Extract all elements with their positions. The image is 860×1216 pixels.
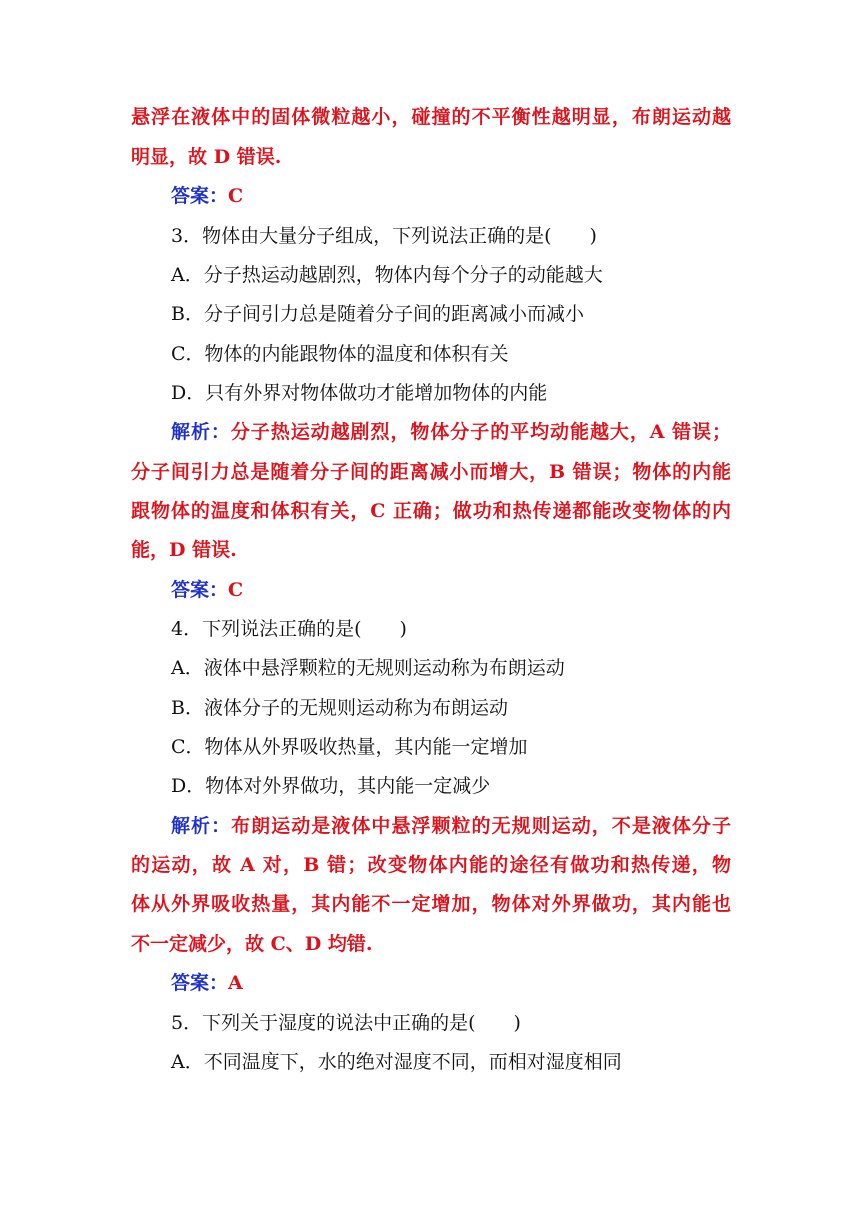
q4-stem: 4．下列说法正确的是( ) xyxy=(171,618,407,640)
q3-option-d: D．只有外界对物体做功才能增加物体的内能 xyxy=(171,382,548,404)
q4-option-b: B．液体分子的无规则运动称为布朗运动 xyxy=(171,697,508,719)
q4-answer xyxy=(171,970,243,996)
q4-explanation-line-3: 体从外界吸收热量，其内能不一定增加，物体对外界做功，其内能也 xyxy=(131,893,731,915)
q4-option-d: D．物体对外界做功，其内能一定减少 xyxy=(171,775,491,797)
prev-explanation-line-2: 明显，故 D 错误. xyxy=(131,146,282,168)
q3-option-b: B．分子间引力总是随着分子间的距离减小而减小 xyxy=(171,303,584,325)
q4-explanation-line-1 xyxy=(171,813,731,839)
q4-option-a: A．液体中悬浮颗粒的无规则运动称为布朗运动 xyxy=(171,657,565,679)
answer-value: C xyxy=(228,185,244,207)
answer-label: 答案： xyxy=(171,972,229,994)
q3-explanation-line-1 xyxy=(171,419,731,445)
q3-explanation-line-2: 分子间引力总是随着分子间的距离减小而增大，B 错误；物体的内能 xyxy=(131,461,731,483)
answer-value: C xyxy=(228,579,244,601)
q4-explanation-line-2: 的运动，故 A 对，B 错；改变物体内能的途径有做功和热传递，物 xyxy=(131,854,731,876)
answer-value: A xyxy=(228,972,243,994)
q5-option-a: A．不同温度下，水的绝对湿度不同，而相对湿度相同 xyxy=(171,1051,622,1073)
answer-label: 答案： xyxy=(171,185,229,207)
q4-explanation-text-1: 布朗运动是液体中悬浮颗粒的无规则运动，不是液体分子 xyxy=(231,815,731,837)
q3-explanation-label: 解析： xyxy=(171,421,231,443)
q3-stem: 3．物体由大量分子组成，下列说法正确的是( ) xyxy=(171,225,597,247)
prev-explanation-line-1: 悬浮在液体中的固体微粒越小，碰撞的不平衡性越明显，布朗运动越 xyxy=(131,106,731,128)
q4-option-c: C．物体从外界吸收热量，其内能一定增加 xyxy=(171,736,528,758)
q5-stem: 5．下列关于湿度的说法中正确的是( ) xyxy=(171,1012,521,1034)
q3-explanation-line-3: 跟物体的温度和体积有关，C 正确；做功和热传递都能改变物体的内 xyxy=(131,500,731,522)
q3-explanation-line-4: 能，D 错误. xyxy=(131,539,237,561)
q3-explanation-text-1: 分子热运动越剧烈，物体分子的平均动能越大，A 错误； xyxy=(230,421,731,443)
q3-answer xyxy=(171,577,243,603)
q3-option-c: C．物体的内能跟物体的温度和体积有关 xyxy=(171,343,509,365)
prev-answer xyxy=(171,183,243,209)
q4-explanation-line-4: 不一定减少，故 C、D 均错. xyxy=(131,933,373,955)
q4-explanation-label: 解析： xyxy=(171,815,232,837)
q3-option-a: A．分子热运动越剧烈，物体内每个分子的动能越大 xyxy=(171,264,603,286)
answer-label: 答案： xyxy=(171,579,229,601)
